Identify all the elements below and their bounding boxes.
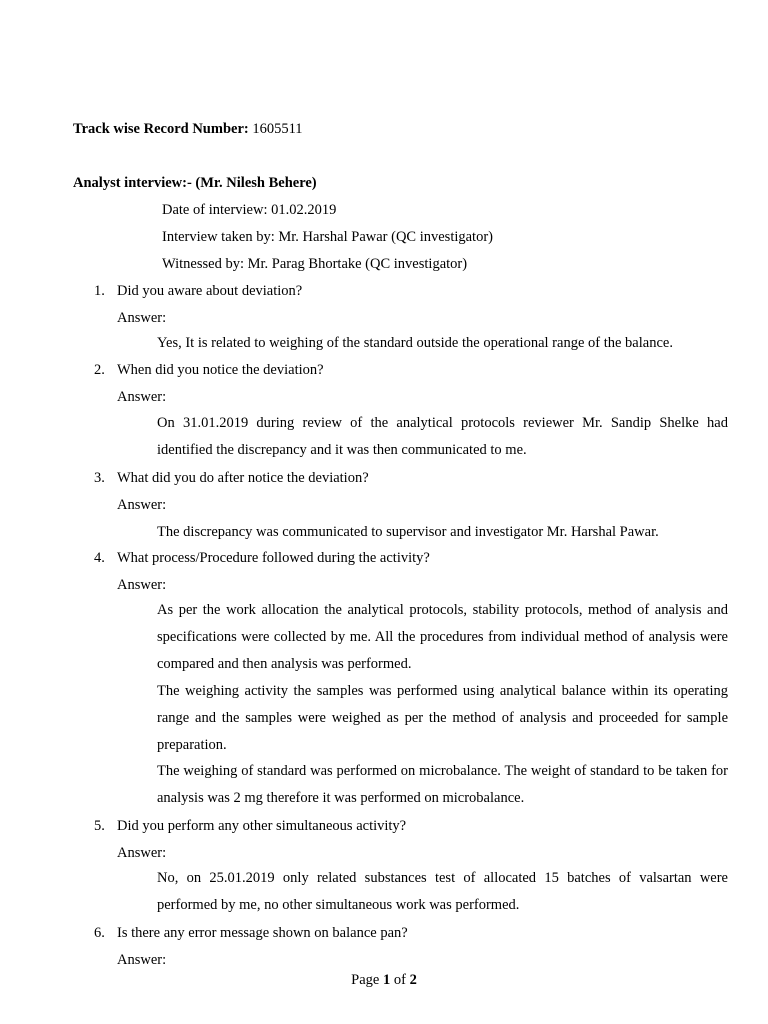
answer-label: Answer: <box>117 310 167 326</box>
answer-label: Answer: <box>117 389 167 405</box>
interview-witnessed-by: Witnessed by: Mr. Parag Bhortake (QC investigator) <box>162 256 468 272</box>
record-number-line <box>73 120 303 138</box>
answer-text: No, on 25.01.2019 only related substances test of allocated 15 batches of valsartan were performed by me, no other simultaneous work was performed. <box>157 870 728 913</box>
question-number: 3. <box>94 470 105 486</box>
answer-paragraph: The weighing activity the samples was performed using analytical balance within its operating range and the samples were weighed as per the method of analysis and proceeded for sample preparation. <box>157 683 728 753</box>
answer-text: The discrepancy was communicated to supervisor and investigator Mr. Harshal Pawar. <box>157 524 659 540</box>
question-text: What process/Procedure followed during the activity? <box>117 550 430 566</box>
interview-title: Analyst interview:- (Mr. Nilesh Behere) <box>73 175 317 191</box>
page-word: Page <box>351 972 380 988</box>
question-number: 2. <box>94 362 105 378</box>
question-text: Did you aware about deviation? <box>117 283 303 299</box>
answer-label: Answer: <box>117 845 167 861</box>
question-text: Did you perform any other simultaneous activity? <box>117 818 407 834</box>
question-text: When did you notice the deviation? <box>117 362 324 378</box>
question-number: 5. <box>94 818 105 834</box>
page-total: 2 <box>409 972 417 988</box>
question-number: 1. <box>94 283 105 299</box>
answer-label: Answer: <box>117 952 167 968</box>
answer-paragraph: The weighing of standard was performed on microbalance. The weight of standard to be taken for analysis was 2 mg therefore it was performed on microbalance. <box>157 763 728 806</box>
question-text: Is there any error message shown on balance pan? <box>117 925 408 941</box>
answer-text: On 31.01.2019 during review of the analytical protocols reviewer Mr. Sandip Shelke had identified the discrepancy and it was then communicated to me. <box>157 415 728 458</box>
interview-taken-by: Interview taken by: Mr. Harshal Pawar (QC investigator) <box>162 229 493 245</box>
page-current: 1 <box>382 972 391 988</box>
question-text: What did you do after notice the deviation? <box>117 470 369 486</box>
of-word: of <box>393 972 406 988</box>
answer-text: Yes, It is related to weighing of the standard outside the operational range of the balance. <box>157 335 673 351</box>
interview-date: Date of interview: 01.02.2019 <box>162 202 337 218</box>
page-footer <box>0 971 768 989</box>
record-number-value: 1605511 <box>252 121 303 137</box>
answer-paragraph: As per the work allocation the analytical protocols, stability protocols, method of analysis and specifications were collected by me. All the procedures from individual method of analysis were compared and then analysis was performed. <box>157 602 728 672</box>
record-number-label: Track wise Record Number: <box>73 121 249 137</box>
question-number: 6. <box>94 925 105 941</box>
answer-label: Answer: <box>117 497 167 513</box>
answer-label: Answer: <box>117 577 167 593</box>
question-number: 4. <box>94 550 105 566</box>
